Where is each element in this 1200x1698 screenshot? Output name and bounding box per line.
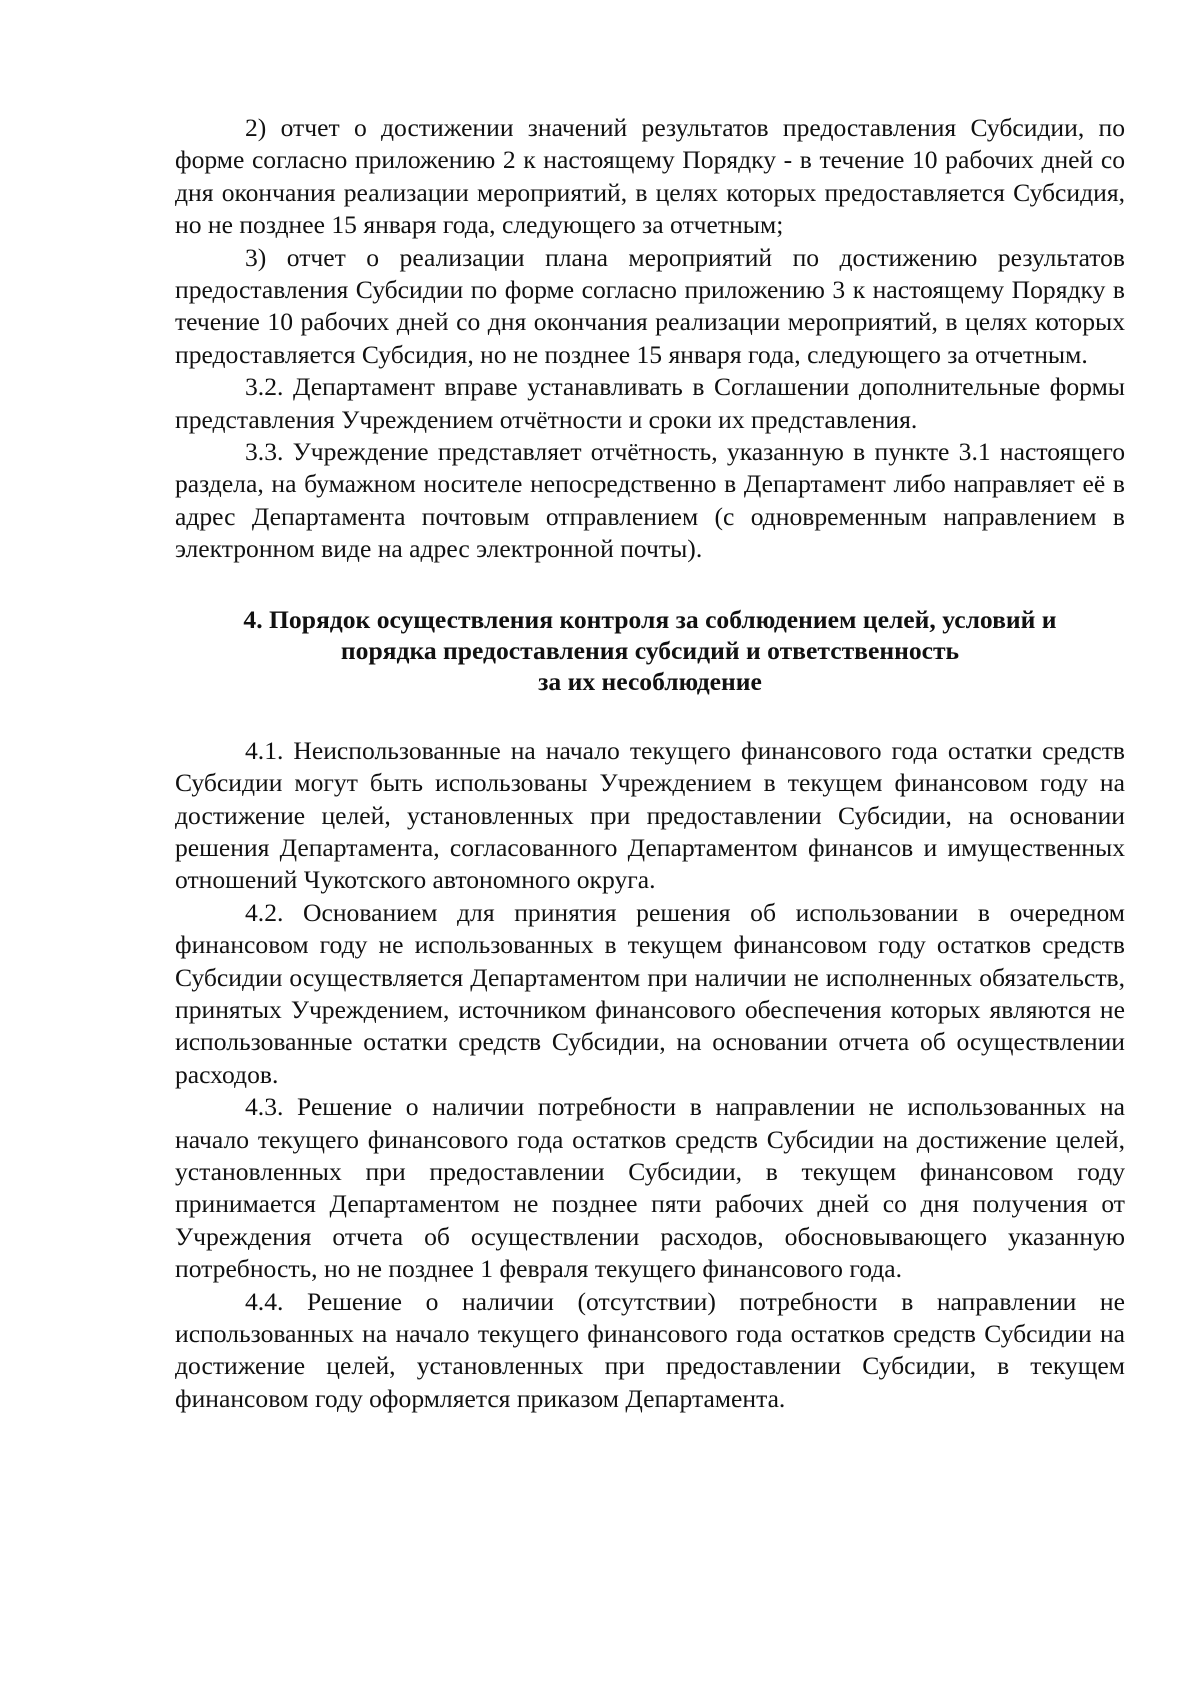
paragraph-3-3: 3.3. Учреждение представляет отчётность, указанную в пункте 3.1 настоящего раздела, на бумажном носителе непосредственно в Департамент либо направляет её в адрес Департамента почтовым отправлением (с одновременным направлением в электронном виде на адрес электронной почты). [175,437,1125,564]
section-4-title [175,604,1125,697]
paragraph-report-results: 2) отчет о достижении значений результатов предоставления Субсидии, по форме согласно приложению 2 к настоящему Порядку - в течение 10 рабочих дней со дня окончания реализации мероприятий, в целях которых предоставляется Субсидия, но не позднее 15 января года, следующего за отчетным; [175,113,1125,240]
section-4-title-line-2: порядка предоставления субсидий и ответственность [340,635,960,665]
paragraph-4-2: 4.2. Основанием для принятия решения об использовании в очередном финансовом году не использованных в текущем финансовом году остатков средств Субсидии осуществляется Департаментом при наличии не исполненных обязательств, принятых Учреждением, источником финансового обеспечения которых являются не использованные остатки средств Субсидии, на основании отчета об осуществлении расходов. [175,897,1125,1089]
paragraph-4-1: 4.1. Неиспользованные на начало текущего финансового года остатки средств Субсидии могут быть использованы Учреждением в текущем финансовом году на достижение целей, установленных при предоставлении Субсидии, на основании решения Департамента, согласованного Департаментом финансов и имущественных отношений Чукотского автономного округа. [175,735,1125,895]
section-4-title-line-3: за их несоблюдение [538,666,762,696]
paragraph-3-2: 3.2. Департамент вправе устанавливать в Соглашении дополнительные формы представления Учреждением отчётности и сроки их представления. [175,372,1125,434]
section-4-title-line-1: 4. Порядок осуществления контроля за соблюдением целей, условий и [243,604,1057,634]
paragraph-report-plan: 3) отчет о реализации плана мероприятий по достижению результатов предоставления Субсидии по форме согласно приложению 3 к настоящему Порядку в течение 10 рабочих дней со дня окончания реализации мероприятий, в целях которых предоставляется Субсидия, но не позднее 15 января года, следующего за отчетным. [175,242,1125,369]
paragraph-4-4: 4.4. Решение о наличии (отсутствии) потребности в направлении не использованных на начало текущего финансового года остатков средств Субсидии на достижение целей, установленных при предоставлении Субсидии, в текущем финансовом году оформляется приказом Департамента. [175,1286,1125,1413]
document-page [175,112,1125,1415]
paragraph-4-3: 4.3. Решение о наличии потребности в направлении не использованных на начало текущего финансового года остатков средств Субсидии на достижение целей, установленных при предоставлении Субсидии, в текущем финансовом году принимается Департаментом не позднее пяти рабочих дней со дня получения от Учреждения отчета об осуществлении расходов, обосновывающего указанную потребность, но не позднее 1 февраля текущего финансового года. [175,1092,1125,1284]
